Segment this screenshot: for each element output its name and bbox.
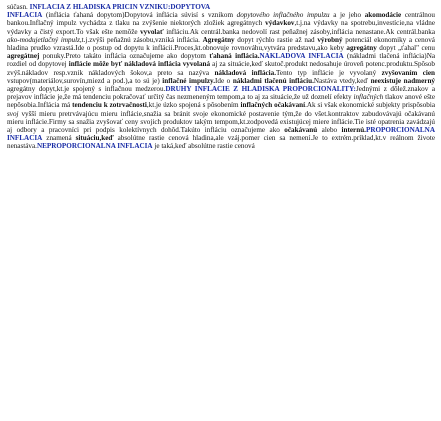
text-span: dopyt rýchlo rastie až nad: [234, 35, 318, 44]
text-bold: výrobný: [317, 35, 343, 44]
text-span: (nákladmi tlačená inflácia)Na rozdiel od dopytovej: [7, 52, 436, 69]
text-bold: vyvolať: [140, 27, 164, 36]
text-bold: zvyšovaním cien: [381, 68, 436, 77]
text-span: ,t.j.zvýši peňažnú zásobu,vzniká inflácia.: [79, 35, 203, 44]
text-span: potenciál ekonomiky a cenová hladina prudko vzrastá.Ide o postup od dopytu k inflácii.Proces,kt.obnovuje rovnováhu,vytvára predstavu,ako keby: [7, 35, 435, 53]
heading-nonproportional-inflation: NEPROPORCIONALNA INFLACIA: [36, 142, 153, 151]
text-span: vstupov(materiálov,surovín,miezd a pod.),a to sú je): [7, 76, 163, 85]
text-span: agregátny dopyt,kt.je spojený s inflačnou medzerou.: [7, 85, 166, 94]
text-span: dopyt „ťahal" cenu: [376, 44, 435, 53]
text-span: tlakov anové ešte nepôsobia.Inflácia má: [7, 93, 435, 110]
heading-cost-inflation: NAKLADOVA INFLACIA: [259, 52, 344, 61]
text-italic: inflačných: [353, 93, 384, 102]
section-title-demand-inflation: INFLACIA Z HLADISKA PRICIN VZNIKU:DOPYTOVA: [29, 3, 211, 11]
text-bold: akomodácie: [364, 11, 402, 20]
heading-proportional-inflation: PROPORCIONALNA INFLACIA: [7, 126, 435, 143]
text-italic: svoj: [7, 109, 19, 118]
text-span: ,t.j.na výdavky na spotrebu,investície,na vládne výdavky a čistý export.To však ešte nemôže: [7, 19, 435, 36]
text-bold: ťahaná inflácia.: [209, 52, 260, 61]
text-span: Jednými z dôlež.znakov a prejavov inflácie je,že má tendenciu pokračovať určitý čas nezmeneným tempom,a to aj za situácie,že už doznelí efekty: [7, 85, 435, 102]
text-bold: agregátnej: [7, 52, 40, 61]
text-bold: agregátny: [346, 44, 377, 53]
text-span: (inflácia ťahaná dopytom)Dopytová inflácia súvisí s vznikom: [42, 11, 237, 20]
text-bold: neexistuje nadmerný: [370, 76, 435, 85]
text-italic: ako-modujetlačný impulz: [7, 35, 80, 44]
text-span: vyšší mieru pretrvávajúcu mieru inflácie,snažia sa bránit svoje ekonomické postavenie tým,že do všet.kontraktov zabudovávajú očakávanú mieru inflácie.Firmy sa snažia zvyšovať ceny svojich produktov takým tempom,kt.zodpovedá existujúcej miere inflácie.Tie isté opatrenia zavádzajú aj odbory a pracovníci pri podpis kolektívnych dohôd.Takúto infláciu označujeme ako: [7, 109, 435, 135]
text-span: centrálnou bankou.Inflačný impulz vychádza z tlaku na zvýšenie niektorých zložiek agregátnych: [7, 11, 435, 28]
text-italic: dopytového inflačného impulzu: [236, 11, 330, 20]
heading-inflacia: INFLACIA: [7, 11, 43, 20]
text-span: aj za situácie,keď skutoč.produkt nedosahuje úroveň potenc.produktu.Spôsob zvýš.nákladov resp.vznik nákladových šokov,a preto sa nazýva: [7, 60, 435, 77]
text-span: ponuky.Preto takáto inflácia označujeme ako dopytom: [39, 52, 210, 61]
text-span: .Ak si však ekonomické subjekty prispôsobia: [305, 101, 435, 110]
text-bold: výdavkov: [265, 19, 295, 28]
text-bold: nákladmi tlačenú infláciu.: [232, 76, 314, 85]
text-span: a je jeho: [329, 11, 365, 20]
heading-proportionality: DRUHY INFLACIE Z HLADISKA PROPORCIONALITY:: [165, 85, 356, 94]
text-span: Tento typ inflácie je vyvolaný: [276, 68, 382, 77]
text-span: ,kt.je úzko spojená s pôsobením: [146, 101, 241, 110]
text-bold: inflácie môže byť nákladová inflácia vyvolaná: [68, 60, 211, 69]
text-span: je taká,keď absolútne rastie cenová: [152, 142, 255, 151]
text-span: Nastáva vtedy,keď: [313, 76, 371, 85]
document-text: [7, 3, 435, 151]
text-bold: inflačných očakávaní: [240, 101, 306, 110]
text-bold: inflačné impulzy.: [162, 76, 216, 85]
text-bold: internú.: [341, 126, 366, 135]
text-span: znamená: [42, 134, 76, 143]
text-bold: tendenciu k zotrvačnosti: [72, 101, 147, 110]
text-bold: situáciu,keď: [75, 134, 114, 143]
text-span: Ide o: [215, 76, 233, 85]
text-span: infláciu.Ak centrál.banka nedovolí rast peňažnej zásoby,inflácia nenastane.Ak centrál.banka: [163, 27, 435, 36]
text-span: alebo: [317, 126, 342, 135]
text-bold: Agregátny: [202, 35, 235, 44]
text-bold: očakávanú: [284, 126, 318, 135]
text-bold: nákladová inflácia.: [214, 68, 277, 77]
lead-text: súčasn.: [7, 3, 30, 11]
text-span: absolútne rastie cenová hladina,ale vzáj.pomer cien sa nemení.Je to extrém.príklad,kt.v reálnom živote nenastáva.: [7, 134, 435, 151]
